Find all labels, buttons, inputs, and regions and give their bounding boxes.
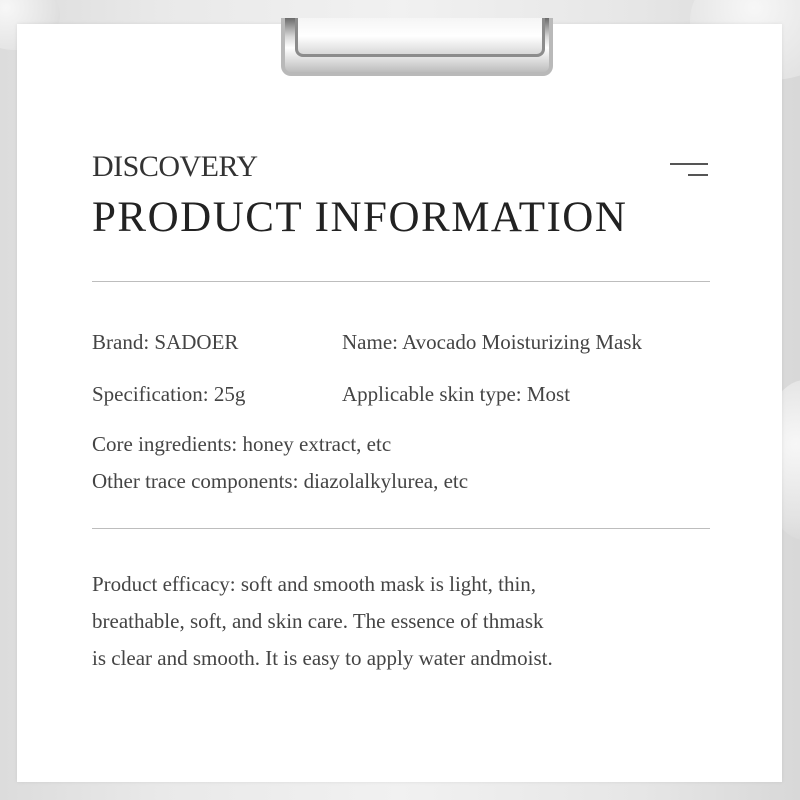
efficacy-paragraph: [92, 566, 732, 677]
product-name-text: Name: Avocado Moisturizing Mask: [342, 330, 642, 354]
menu-line: [688, 174, 708, 176]
efficacy-line: Product efficacy: soft and smooth mask is light, thin,: [92, 572, 537, 596]
brand-text: Brand: SADOER: [92, 330, 239, 354]
menu-lines-icon: [670, 163, 710, 177]
menu-line: [670, 163, 708, 165]
trace-components-text: Other trace components: diazolalkylurea, etc: [92, 469, 469, 493]
divider: [92, 528, 710, 529]
skin-type-text: Applicable skin type: Most: [342, 382, 571, 406]
section-subtitle: DISCOVERY: [92, 150, 258, 183]
efficacy-line: breathable, soft, and skin care. The essence of thmask: [92, 609, 544, 633]
core-ingredients-text: Core ingredients: honey extract, etc: [92, 432, 392, 456]
clipboard-clip-icon: [281, 18, 553, 76]
page-title: PRODUCT INFORMATION: [92, 194, 628, 241]
specification-text: Specification: 25g: [92, 382, 246, 406]
efficacy-line: is clear and smooth. It is easy to apply water andmoist.: [92, 646, 553, 670]
clipboard-clip-inner: [295, 18, 545, 57]
divider: [92, 281, 710, 282]
